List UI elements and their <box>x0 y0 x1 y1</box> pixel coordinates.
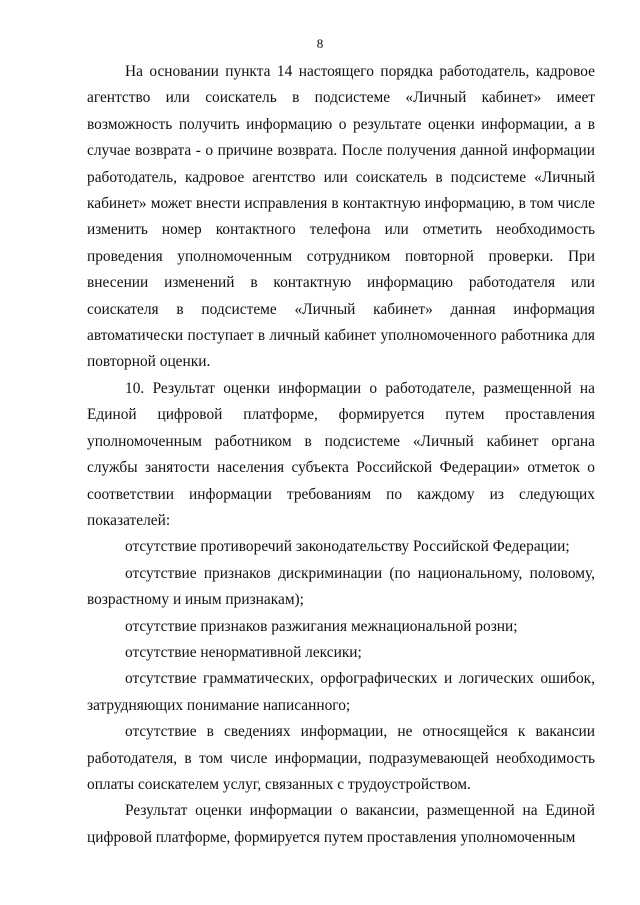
criterion-no-profanity: отсутствие ненормативной лексики; <box>125 643 362 661</box>
criterion-no-errors: отсутствие грамматических, орфографических и логических ошибок, затрудняющих понимание написанного; <box>87 670 595 714</box>
criterion-no-legal-contradictions: отсутствие противоречий законодательству Российской Федерации; <box>125 538 570 556</box>
paragraph-item-10-employer-assessment: 10. Результат оценки информации о работодателе, размещенной на Единой цифровой платформе, формируется путем проставления уполномоченным работником в подсистеме «Личный кабинет органа службы занятости населения субъекта Российской Федерации» отметок о соответствии информации требованиям по каждому из следующих показателей: <box>87 379 595 529</box>
document-body <box>87 59 595 851</box>
paragraph-personal-cabinet-correction: На основании пункта 14 настоящего порядка работодатель, кадровое агентство или соискатель в подсистеме «Личный кабинет» имеет возможность получить информацию о результате оценки информации, а в случае возврата - о причине возврата. После получения данной информации работодатель, кадровое агентство или соискатель в подсистеме «Личный кабинет» может внести исправления в контактную информацию, в том числе изменить номер контактного телефона или отметить необходимость проведения уполномоченным сотрудником повторной проверки. При внесении изменений в контактную информацию работодателя или соискателя в подсистеме «Личный кабинет» данная информация автоматически поступает в личный кабинет уполномоченного работника для повторной оценки. <box>87 63 595 371</box>
criterion-no-ethnic-hatred: отсутствие признаков разжигания межнациональной розни; <box>125 617 518 635</box>
page-number: 8 <box>316 36 324 51</box>
paragraph-vacancy-assessment: Результат оценки информации о вакансии, размещенной на Единой цифровой платформе, формируется путем проставления уполномоченным <box>87 802 595 846</box>
criterion-no-irrelevant-information: отсутствие в сведениях информации, не относящейся к вакансии работодателя, в том числе информации, подразумевающей необходимость оплаты соискателем услуг, связанных с трудоустройством. <box>87 723 595 793</box>
criterion-no-discrimination: отсутствие признаков дискриминации (по национальному, половому, возрастному и иным признакам); <box>87 564 595 609</box>
